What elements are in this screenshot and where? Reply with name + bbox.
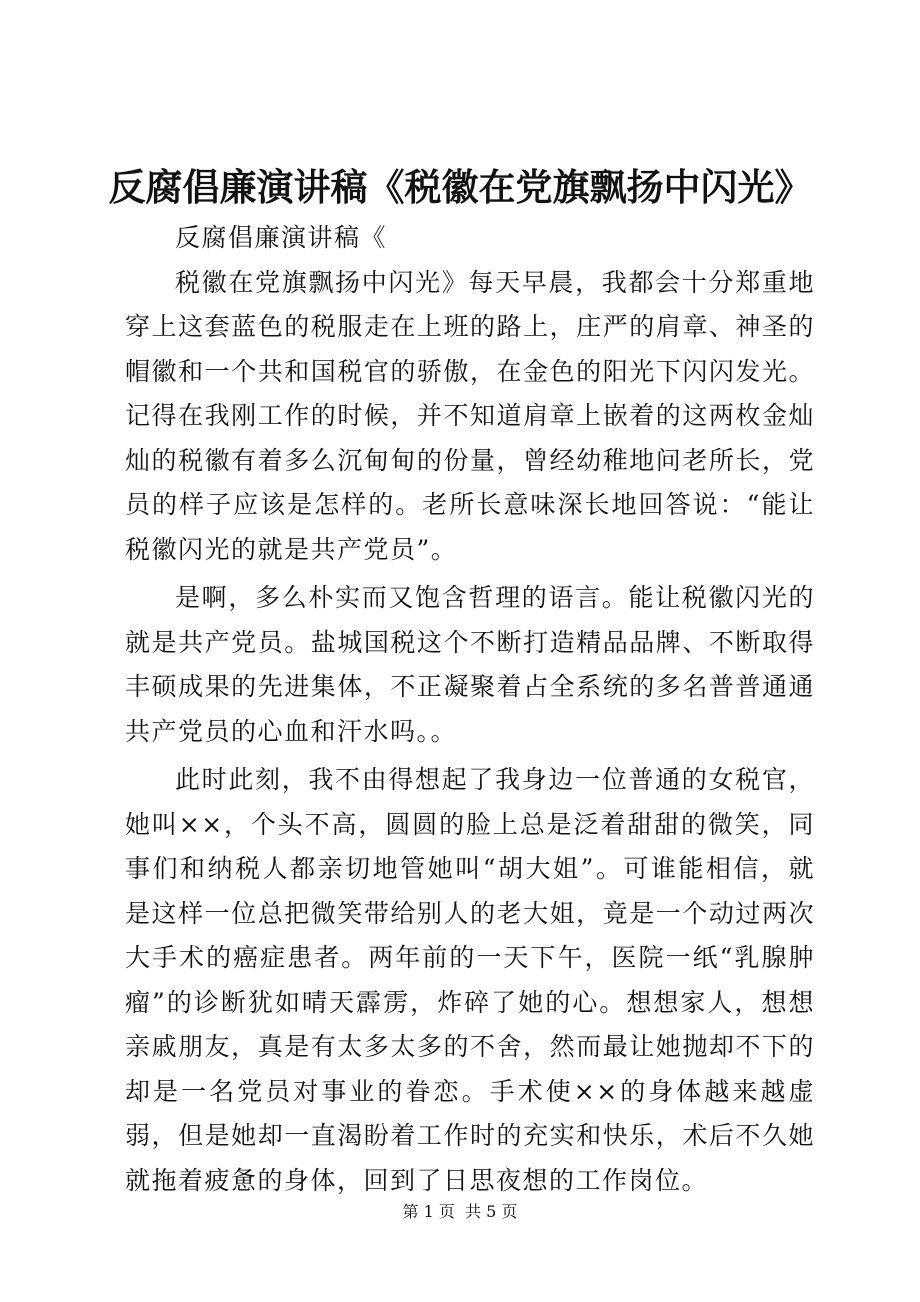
page-number: 第 1 页 共 5 页 xyxy=(402,1202,518,1221)
paragraph-1: 反腐倡廉演讲稿《 xyxy=(175,223,388,252)
document-body xyxy=(125,216,815,1203)
page-footer xyxy=(0,1200,920,1224)
paragraph-2: 税徽在党旗飘扬中闪光》每天早晨，我都会十分郑重地穿上这套蓝色的税服走在上班的路上，庄严的肩章、神圣的帽徽和一个共和国税官的骄傲，在金色的阳光下闪闪发光。记得在我刚工作的时候，并不知道肩章上嵌着的这两枚金灿灿的税徽有着多么沉甸甸的份量，曾经幼稚地问老所长，党员的样子应该是怎样的。老所长意味深长地回答说：“能让税徽闪光的就是共产党员”。 xyxy=(125,267,815,564)
paragraph-3: 是啊，多么朴实而又饱含哲理的语言。能让税徽闪光的就是共产党员。盐城国税这个不断打造精品品牌、不断取得丰硕成果的先进集体，不正凝聚着占全系统的多名普普通通共产党员的心血和汗水吗。。 xyxy=(125,583,815,746)
document-title: 反腐倡廉演讲稿《税徽在党旗飘扬中闪光》 xyxy=(108,165,812,209)
paragraph-4: 此时此刻，我不由得想起了我身边一位普通的女税官，她叫××，个头不高，圆圆的脸上总是泛着甜甜的微笑，同事们和纳税人都亲切地管她叫“胡大姐”。可谁能相信，就是这样一位总把微笑带给别人的老大姐，竟是一个动过两次大手术的癌症患者。两年前的一天下午，医院一纸“乳腺肿瘤”的诊断犹如晴天霹雳，炸碎了她的心。想想家人，想想亲戚朋友，真是有太多太多的不舍，然而最让她抛却不下的却是一名党员对事业的眷恋。手术使××的身体越来越虚弱，但是她却一直渴盼着工作时的充实和快乐，术后不久她就拖着疲惫的身体，回到了日思夜想的工作岗位。 xyxy=(125,765,815,1195)
